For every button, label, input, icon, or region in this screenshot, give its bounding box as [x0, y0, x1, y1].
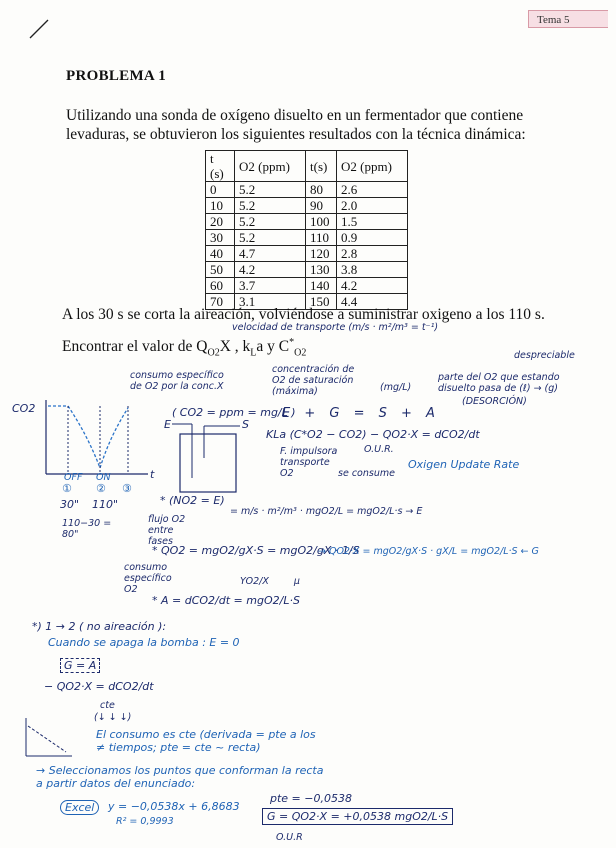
se-consume-note: se consume [338, 468, 395, 479]
table-row [206, 262, 408, 278]
table-cell: 90 [306, 198, 337, 214]
table-cell: 140 [306, 278, 337, 294]
phase-number: ③ [122, 482, 132, 495]
table-cell: 4.4 [337, 294, 408, 310]
find-statement [62, 337, 306, 358]
parte-note: parte del O2 que estando disuelto pasa de (ℓ) → (g) [438, 372, 560, 394]
table-cell: 5.2 [235, 230, 306, 246]
table-row [206, 278, 408, 294]
cte-note: cte [100, 700, 115, 711]
desorcion-note: (DESORCIÓN) [462, 396, 527, 407]
tema-tab: Tema 5 [528, 10, 608, 28]
qo2-definition: * QO2 = mgO2/gX·S = mgO2/gX · 1/S [152, 544, 360, 557]
units-box: ( CO2 = ppm = mg/L ) [172, 406, 296, 419]
yield-note: YO2/X μ [240, 576, 300, 587]
fermenter-tank-sketch [170, 418, 250, 496]
table-cell: 70 [206, 294, 235, 310]
time-diff: 110−30 = 80" [62, 518, 112, 540]
table-cell: 80 [306, 182, 337, 198]
table-cell: 20 [206, 214, 235, 230]
regression-equation: y = −0,0538x + 6,8683 [108, 800, 240, 813]
table-cell: 60 [206, 278, 235, 294]
co2-time-sketch [28, 396, 154, 482]
r-squared: R² = 0,9993 [116, 816, 174, 827]
find-mid: X , k [219, 338, 251, 356]
velocidad-note: velocidad de transporte (m/s · m²/m³ = t⁻¹) [232, 322, 439, 333]
phase-label: OFF [64, 472, 83, 483]
problem-intro: Utilizando una sonda de oxígeno disuelto en un fermentador que contiene levaduras, se obtuvieron los siguientes resultados con la técnica dinámica: [66, 107, 526, 143]
table-header: O2 (ppm) [337, 151, 408, 182]
g-equals-a: G = A [60, 658, 100, 673]
table-row [206, 230, 408, 246]
table-row [206, 198, 408, 214]
g-result: G = QO2·X = +0,0538 mgO2/L·S [262, 808, 453, 825]
a-definition: * A = dCO2/dt = mgO2/L·S [152, 594, 300, 607]
table-cell: 130 [306, 262, 337, 278]
find-q-sub: O2 [207, 347, 220, 359]
no2-units: = m/s · m²/m³ · mgO2/L = mgO2/L·s → E [230, 506, 423, 517]
table-header: t(s) [306, 151, 337, 182]
table-row [206, 246, 408, 262]
table-cell: 2.6 [337, 182, 408, 198]
table-cell: 5.2 [235, 198, 306, 214]
slope-value: pte = −0,0538 [270, 792, 352, 805]
tank-s-label: S [242, 418, 249, 431]
table-cell: 5.2 [235, 182, 306, 198]
tank-e-label: E [164, 418, 171, 431]
problem-title: PROBLEMA 1 [66, 68, 167, 84]
table-cell: 3.7 [235, 278, 306, 294]
find-mid2: a y C [256, 338, 290, 356]
table-cell: 100 [306, 214, 337, 230]
time-mark: 110" [92, 498, 119, 511]
table-cell: 3.8 [337, 262, 408, 278]
table-cell: 4.2 [337, 278, 408, 294]
table-cell: 1.5 [337, 214, 408, 230]
consumo-note: consumo específico de O2 por la conc.X [130, 370, 224, 392]
seleccion-note: → Seleccionamos los puntos que conforman la recta a partir datos del enunciado: [36, 764, 324, 790]
section-heading: *) 1 → 2 ( no aireación ): [32, 620, 167, 633]
phase-number: ② [96, 482, 106, 495]
co2-axis-label: CO2 [12, 402, 36, 415]
table-cell: 50 [206, 262, 235, 278]
find-c-sup: * [289, 337, 295, 348]
table-cell: 4.2 [235, 262, 306, 278]
table-cell: 150 [306, 294, 337, 310]
flujo-note: flujo O2 entre fases [148, 514, 186, 547]
excel-badge: Excel [60, 800, 99, 815]
despreciable-note: despreciable [514, 350, 575, 361]
time-mark: 30" [60, 498, 80, 511]
table-cell: 40 [206, 246, 235, 262]
find-k-sub: L [250, 347, 257, 359]
data-table [205, 150, 408, 310]
consumo-constante-note: El consumo es cte (derivada = pte a los ≠ tiempos; pte = cte ~ recta) [96, 728, 316, 754]
phase-number: ① [62, 482, 72, 495]
table-row [206, 182, 408, 198]
table-header-row [206, 151, 408, 182]
table-cell: 3.1 [235, 294, 306, 310]
our-note: O.U.R. [364, 444, 394, 455]
decay-sketch [14, 712, 76, 762]
pen-slash-mark [28, 18, 52, 40]
table-cell: 2.0 [337, 198, 408, 214]
minus-qx-equation: − QO2·X = dCO2/dt [44, 680, 154, 693]
consumo-especifico-note: consumo específico O2 [124, 562, 172, 595]
bomba-note: Cuando se apaga la bomba : E = 0 [48, 636, 240, 649]
find-c-sub: O2 [294, 347, 307, 359]
mgl-note: (mg/L) [380, 382, 412, 393]
aeration-statement: A los 30 s se corta la aireación, volviéndose a suministrar oxigeno a los 110 s. [62, 306, 545, 323]
table-cell: 0 [206, 182, 235, 198]
t-axis-label: t [150, 468, 155, 481]
our-label: Oxigen Update Rate [408, 458, 520, 471]
table-cell: 2.8 [337, 246, 408, 262]
find-prefix: Encontrar el valor de Q [62, 338, 208, 356]
qo2x-equation: → QO2·X = mgO2/gX·S · gX/L = mgO2/L·S ← G [318, 546, 539, 557]
table-cell: 10 [206, 198, 235, 214]
table-cell: 4.7 [235, 246, 306, 262]
table-header: O2 (ppm) [235, 151, 306, 182]
kla-equation: KLa (C*O2 − CO2) − QO2·X = dCO2/dt [266, 428, 480, 441]
table-row [206, 214, 408, 230]
table-body [206, 182, 408, 310]
table-cell: 0.9 [337, 230, 408, 246]
our-result-label: O.U.R [276, 832, 303, 843]
table-cell: 110 [306, 230, 337, 246]
table-cell: 120 [306, 246, 337, 262]
table-cell: 30 [206, 230, 235, 246]
phase-label: ON [96, 472, 111, 483]
kla-note: F. impulsora transporte O2 [280, 446, 338, 479]
mass-balance: E + G = S + A [282, 406, 435, 421]
table-header: t (s) [206, 151, 235, 182]
concentracion-note: concentración de O2 de saturación (máxima) [272, 364, 355, 397]
no2-def: * (NO2 = E) [160, 494, 225, 507]
table-cell: 5.2 [235, 214, 306, 230]
arrows-note: (↓ ↓ ↓) [94, 712, 132, 723]
